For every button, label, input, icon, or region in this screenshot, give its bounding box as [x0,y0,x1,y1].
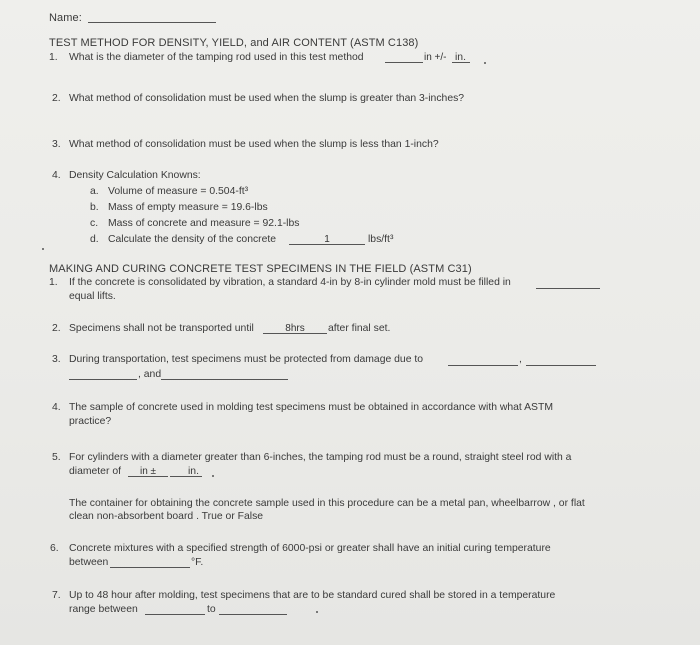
s2-q6-blank[interactable] [110,557,190,568]
s2-q1-blank[interactable] [536,278,600,289]
s2-q5-unit: in. [188,466,199,477]
stray-mark [316,611,318,613]
s2-q7-to: to [207,604,216,615]
q4d-unit: lbs/ft³ [368,234,394,245]
q1-unit: in. [455,52,466,63]
q4a-letter: a. [90,186,99,197]
s2-q7-blank-2[interactable] [219,604,287,615]
q4d-letter: d. [90,234,99,245]
s2-q1-text-b: equal lifts. [69,291,116,302]
q4-number: 4. [52,170,61,181]
q4a-text: Volume of measure = 0.504-ft³ [108,186,249,197]
q4-title: Density Calculation Knowns: [69,170,201,181]
q1-number: 1. [49,52,58,63]
s2-q2-answer-field[interactable]: 8hrs [263,323,327,334]
q4b-text: Mass of empty measure = 19.6-lbs [108,202,268,213]
s2-q5-note-b: clean non-absorbent board . True or False [69,511,264,522]
s2-q3-number: 3. [52,354,61,365]
s2-q6-text-a: Concrete mixtures with a specified strength of 6000-psi or greater shall have an initial curing temperature [69,543,551,554]
s2-q5-note-a: The container for obtaining the concrete sample used in this procedure can be a metal pan, wheelbarrow , or flat [69,498,585,509]
s2-q4-text-a: The sample of concrete used in molding test specimens must be obtained in accordance with what ASTM [69,402,553,413]
s2-q1-number: 1. [49,277,58,288]
s2-q3-blank-4[interactable] [161,369,288,380]
s2-q2-number: 2. [52,323,61,334]
s2-q7-blank-1[interactable] [145,604,205,615]
s2-q3-text-a: During transportation, test specimens must be protected from damage due to [69,354,424,365]
q3-text: What method of consolidation must be used when the slump is less than 1-inch? [69,139,439,150]
name-field[interactable] [88,12,216,23]
stray-mark [484,62,486,64]
s2-q5-number: 5. [52,452,61,463]
q4c-text: Mass of concrete and measure = 92.1-lbs [108,218,300,229]
q2-number: 2. [52,93,61,104]
s2-q2-text-a: Specimens shall not be transported until [69,323,254,334]
s2-q6-number: 6. [50,543,59,554]
s2-q7-number: 7. [52,590,61,601]
section-title-c31: MAKING AND CURING CONCRETE TEST SPECIMENS IN THE FIELD (ASTM C31) [49,263,472,275]
q4b-letter: b. [90,202,99,213]
name-label: Name: [49,12,82,24]
s2-q7-text-b: range between [69,604,138,615]
s2-q5-text-b: diameter of [69,466,121,477]
s2-q2-text-b: after final set. [328,323,391,334]
q3-number: 3. [52,139,61,150]
s2-q6-text-b: between [69,557,109,568]
s2-q5-answer-field[interactable]: in ± [128,466,168,477]
bullet-mark [42,248,44,250]
s2-q3-comma: , [519,354,522,365]
q4c-letter: c. [90,218,99,229]
q1-text: What is the diameter of the tamping rod used in this test method [69,52,364,63]
q2-text: What method of consolidation must be used when the slump is greater than 3-inches? [69,93,465,104]
s2-q5-text-a: For cylinders with a diameter greater than 6-inches, the tamping rod must be a round, straight steel rod with a [69,452,572,463]
section-title-c138: TEST METHOD FOR DENSITY, YIELD, and AIR CONTENT (ASTM C138) [49,37,419,49]
s2-q4-text-b: practice? [69,416,112,427]
s2-q3-and: , and [138,369,162,380]
s2-q3-blank-2[interactable] [526,355,596,366]
stray-mark [212,475,214,477]
q1-blank-1[interactable] [385,52,423,63]
q1-answer: in +/- [424,52,447,63]
s2-q3-blank-3[interactable] [69,369,137,380]
s2-q3-blank-1[interactable] [448,355,518,366]
q4d-text: Calculate the density of the concrete [108,234,277,245]
s2-q4-number: 4. [52,402,61,413]
s2-q1-text-a: If the concrete is consolidated by vibration, a standard 4-in by 8-in cylinder mold must be filled in [69,277,511,288]
q4d-answer-field[interactable]: 1 [289,234,365,245]
s2-q6-unit: °F. [191,557,204,568]
s2-q7-text-a: Up to 48 hour after molding, test specimens that are to be standard cured shall be stored in a temperature [69,590,556,601]
